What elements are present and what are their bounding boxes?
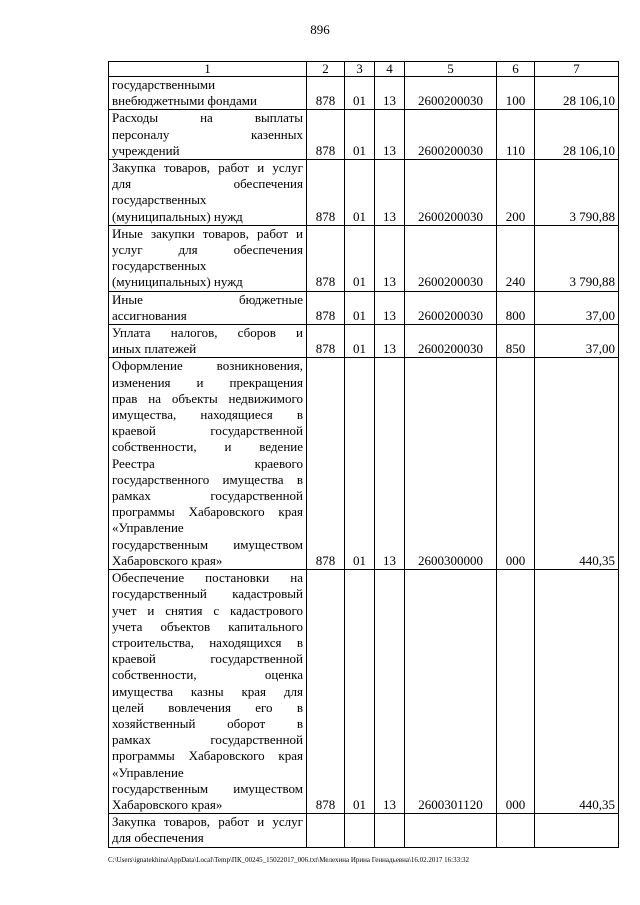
admin-code-cell: 878 [307, 110, 345, 160]
table-row [109, 77, 619, 110]
subsection-code-cell: 13 [375, 160, 405, 226]
admin-code-cell: 878 [307, 570, 345, 814]
row-name-line: учреждений [112, 142, 180, 158]
row-name-line: целей вовлечения его в [112, 699, 303, 715]
table-row [109, 110, 619, 160]
subsection-code-cell: 13 [375, 291, 405, 324]
row-name-line: Закупка товаров, работ и услуг [112, 814, 303, 830]
amount-cell: 28 106,10 [535, 77, 619, 110]
subsection-code-cell: 13 [375, 570, 405, 814]
row-name-line: «Управление [112, 520, 184, 536]
target-article-cell: 2600300000 [405, 358, 497, 570]
row-name-line: государственными [112, 77, 216, 92]
amount-cell: 37,00 [535, 325, 619, 358]
subsection-code-cell: 13 [375, 325, 405, 358]
section-code-cell: 01 [345, 77, 375, 110]
header-cell: 3 [345, 62, 375, 77]
target-article-cell: 2600200030 [405, 160, 497, 226]
row-name-line: государственным имуществом [112, 780, 303, 796]
section-code-cell: 01 [345, 291, 375, 324]
subsection-code-cell: 13 [375, 77, 405, 110]
amount-cell: 3 790,88 [535, 160, 619, 226]
expense-type-cell [497, 814, 535, 847]
section-code-cell: 01 [345, 225, 375, 291]
row-name-line: государственных [112, 258, 207, 274]
row-name-line: программы Хабаровского края [112, 504, 303, 520]
row-name-line: собственности, и ведение [112, 439, 303, 455]
row-name-line: изменения и прекращения [112, 374, 303, 390]
subsection-code-cell: 13 [375, 110, 405, 160]
admin-code-cell: 878 [307, 77, 345, 110]
row-name-line: имущества казны края для [112, 683, 303, 699]
header-cell: 7 [535, 62, 619, 77]
row-name-cell [109, 77, 307, 110]
row-name-cell [109, 358, 307, 570]
section-code-cell: 01 [345, 570, 375, 814]
row-name-line: программы Хабаровского края [112, 748, 303, 764]
target-article-cell [405, 814, 497, 847]
row-name-line: Расходы на выплаты [112, 110, 303, 126]
header-cell: 5 [405, 62, 497, 77]
expense-type-cell: 000 [497, 358, 535, 570]
row-name-line: услуг для обеспечения [112, 242, 303, 258]
row-name-cell [109, 814, 307, 847]
expense-type-cell: 000 [497, 570, 535, 814]
row-name-line: (муниципальных) нужд [112, 274, 243, 290]
expense-type-cell: 110 [497, 110, 535, 160]
row-name-line: государственного имущества в [112, 471, 303, 487]
amount-cell [535, 814, 619, 847]
row-name-line: учет и снятия с кадастрового [112, 602, 303, 618]
table-row [109, 160, 619, 226]
subsection-code-cell: 13 [375, 358, 405, 570]
amount-cell: 440,35 [535, 358, 619, 570]
row-name-line: краевой государственной [112, 651, 303, 667]
amount-cell: 440,35 [535, 570, 619, 814]
section-code-cell: 01 [345, 358, 375, 570]
header-cell: 6 [497, 62, 535, 77]
row-name-cell [109, 325, 307, 358]
table-row [109, 225, 619, 291]
row-name-line: государственным имуществом [112, 536, 303, 552]
expense-type-cell: 800 [497, 291, 535, 324]
row-name-line: для обеспечения [112, 830, 204, 846]
target-article-cell: 2600200030 [405, 77, 497, 110]
row-name-line: иных платежей [112, 341, 197, 357]
row-name-line: рамках государственной [112, 488, 303, 504]
file-path-footer: C:\Users\ignatekhina\AppData\Local\Temp\ПК_00245_15022017_006.txt\Мелехина Ирина Геннадьевна\16.02.2017 16:33:32 [108, 856, 470, 864]
target-article-cell: 2600301120 [405, 570, 497, 814]
row-name-line: для обеспечения [112, 176, 303, 192]
row-name-cell [109, 291, 307, 324]
table-row [109, 814, 619, 847]
row-name-line: краевой государственной [112, 423, 303, 439]
row-name-line: Закупка товаров, работ и услуг [112, 160, 303, 176]
row-name-line: ассигнования [112, 307, 187, 323]
table-row [109, 570, 619, 814]
target-article-cell: 2600200030 [405, 110, 497, 160]
row-name-line: хозяйственный оборот в [112, 715, 303, 731]
admin-code-cell: 878 [307, 325, 345, 358]
row-name-cell [109, 570, 307, 814]
row-name-line: имущества, находящиеся в [112, 407, 303, 423]
subsection-code-cell: 13 [375, 225, 405, 291]
admin-code-cell: 878 [307, 291, 345, 324]
row-name-line: (муниципальных) нужд [112, 208, 243, 224]
section-code-cell: 01 [345, 160, 375, 226]
row-name-cell [109, 110, 307, 160]
target-article-cell: 2600200030 [405, 225, 497, 291]
row-name-line: прав на объекты недвижимого [112, 390, 303, 406]
row-name-line: государственный кадастровый [112, 586, 303, 602]
header-cell: 2 [307, 62, 345, 77]
section-code-cell: 01 [345, 110, 375, 160]
admin-code-cell: 878 [307, 358, 345, 570]
header-cell: 1 [109, 62, 307, 77]
row-name-line: Реестра краевого [112, 455, 303, 471]
expense-type-cell: 240 [497, 225, 535, 291]
row-name-cell [109, 160, 307, 226]
admin-code-cell: 878 [307, 225, 345, 291]
page-number: 896 [310, 22, 330, 37]
row-name-line: рамках государственной [112, 732, 303, 748]
row-name-line: Обеспечение постановки на [112, 570, 303, 586]
row-name-line: строительства, находящихся в [112, 634, 303, 650]
row-name-line: Иные бюджетные [112, 291, 303, 307]
expense-type-cell: 850 [497, 325, 535, 358]
target-article-cell: 2600200030 [405, 325, 497, 358]
row-name-line: «Управление [112, 764, 184, 780]
row-name-cell [109, 225, 307, 291]
amount-cell: 28 106,10 [535, 110, 619, 160]
section-code-cell: 01 [345, 325, 375, 358]
target-article-cell: 2600200030 [405, 291, 497, 324]
table-row [109, 291, 619, 324]
admin-code-cell: 878 [307, 160, 345, 226]
row-name-line: Иные закупки товаров, работ и [112, 225, 303, 241]
row-name-line: Хабаровского края» [112, 796, 223, 812]
expense-type-cell: 100 [497, 77, 535, 110]
header-cell: 4 [375, 62, 405, 77]
row-name-line: Оформление возникновения, [112, 358, 303, 374]
amount-cell: 37,00 [535, 291, 619, 324]
row-name-line: персоналу казенных [112, 126, 303, 142]
row-name-line: учета объектов капитального [112, 618, 303, 634]
table-row [109, 325, 619, 358]
row-name-line: Уплата налогов, сборов и [112, 325, 303, 341]
admin-code-cell [307, 814, 345, 847]
table-row [109, 358, 619, 570]
row-name-line: Хабаровского края» [112, 552, 223, 568]
subsection-code-cell [375, 814, 405, 847]
expense-type-cell: 200 [497, 160, 535, 226]
row-name-line: собственности, оценка [112, 667, 303, 683]
row-name-line: государственных [112, 192, 207, 208]
section-code-cell [345, 814, 375, 847]
amount-cell: 3 790,88 [535, 225, 619, 291]
row-name-line: внебюджетными фондами [112, 93, 257, 109]
table-header-row [109, 62, 619, 77]
budget-table [108, 61, 619, 848]
